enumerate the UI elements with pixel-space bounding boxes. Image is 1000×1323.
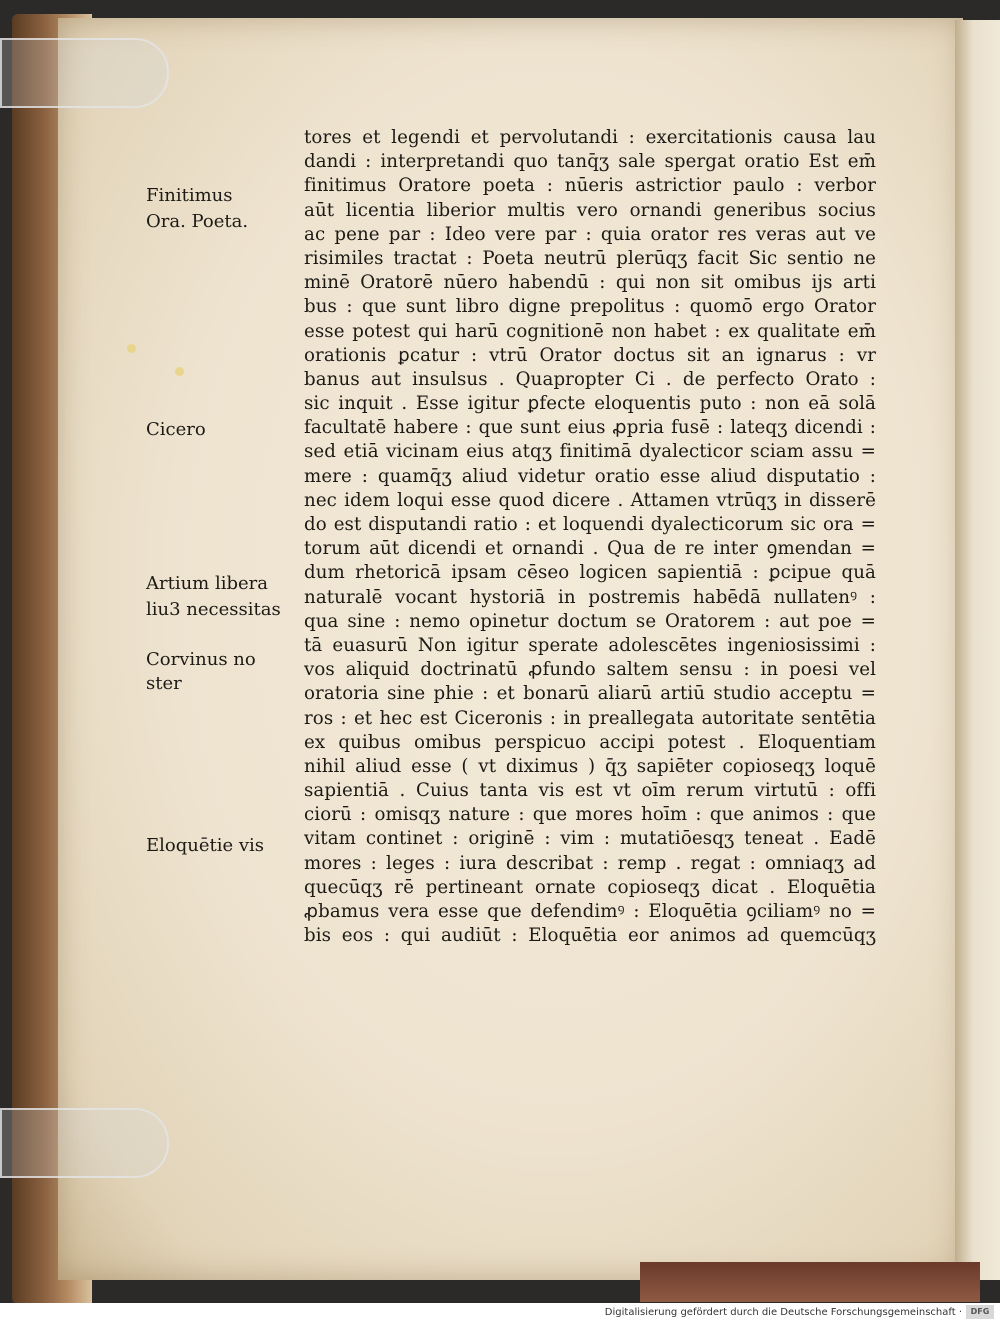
facing-page-edge xyxy=(955,20,1000,1280)
text-line: qua sine : nemo opinetur doctum se Oratorem : aut poe = xyxy=(304,610,876,632)
text-line: dandi : interpretandi quo tanq̄ʒ sale spergat oratio Est em̄ xyxy=(304,151,876,173)
text-line: naturalē vocant hystoriā in postremis habēdā nullatenꝰ : xyxy=(304,586,876,608)
text-line: finitimus Oratore poeta : nūeris astrictior paulo : verbor xyxy=(304,175,876,197)
text-line: vitam continet : originē : vim : mutatiōesqʒ teneat . Eadē xyxy=(304,828,876,850)
binding-bottom xyxy=(640,1262,980,1302)
page-clip-bottom xyxy=(0,1108,169,1178)
text-line: oratoria sine phie : et bonarū aliarū artiū studio acceptu = xyxy=(304,683,876,705)
text-line: ciorū : omisqʒ nature : que mores hoīm : que animos : que xyxy=(304,804,876,826)
paper-spot xyxy=(127,344,136,353)
text-line: mores : leges : iura describat : remp . regat : omniaqʒ ad xyxy=(304,852,876,874)
text-line: torum aūt dicendi et ornandi . Qua de re inter ꝯmendan = xyxy=(304,538,876,560)
main-text-block xyxy=(304,126,876,948)
text-line: orationis ꝑcatur : vtrū Orator doctus sit an ignarus : vr xyxy=(304,344,876,366)
text-line: esse potest qui harū cognitionē non habet : ex qualitate em̄ xyxy=(304,320,876,342)
text-line: bis eos : qui audiūt : Eloquētia eor animos ad quemcūqʒ xyxy=(304,925,876,947)
text-line: ex quibus omibus perspicuo accipi potest . Eloquentiam xyxy=(304,731,876,753)
margin-note: ster xyxy=(146,673,182,694)
text-line: quecūqʒ rē pertineant ornate copioseqʒ dicat . Eloquētia xyxy=(304,876,876,898)
text-line: facultatē habere : que sunt eius ꝓpria fusē : lateqʒ dicendi : xyxy=(304,417,876,439)
margin-note: Eloquētie vis xyxy=(146,835,265,856)
page-clip-top xyxy=(0,38,169,108)
text-line: ac pene par : Ideo vere par : quia orator res veras aut ve xyxy=(304,223,876,245)
text-line: dum rhetoricā ipsam cēseo logicen sapientiā : ꝑcipue quā xyxy=(304,562,876,584)
margin-note: Finitimus xyxy=(146,185,233,206)
text-line: risimiles tractat : Poeta neutrū plerūqʒ facit Sic sentio ne xyxy=(304,247,876,269)
text-line: banus aut insulsus . Quapropter Ci . de perfecto Orato : xyxy=(304,368,876,390)
text-line: ros : et hec est Ciceronis : in preallegata autoritate sentētia xyxy=(304,707,876,729)
text-line: ꝓbamus vera esse que defendimꝰ : Eloquētia ꝯciliamꝰ no = xyxy=(304,901,876,922)
text-line: tā euasurū Non igitur sperate adolescētes ingeniosissimi : xyxy=(304,634,876,656)
text-line: sapientiā . Cuius tanta vis est vt oīm rerum virtutū : offi xyxy=(304,780,876,802)
text-line: tores et legendi et pervolutandi : exercitationis causa lau xyxy=(304,127,876,148)
margin-note: Ora. Poeta. xyxy=(146,211,249,232)
paper-spot xyxy=(175,367,184,376)
text-line: mere : quamq̄ʒ aliud videtur oratio esse aliud disputatio : xyxy=(304,465,876,487)
text-line: sed etiā vicinam eius atqʒ finitimā dyalecticor sciam assu = xyxy=(304,441,876,463)
text-line: vos aliquid doctrinatū ꝓfundo saltem sensu : in poesi vel xyxy=(304,659,876,681)
footer-credit: Digitalisierung gefördert durch die Deutsche Forschungsgemeinschaft · xyxy=(604,1307,962,1318)
margin-note: Corvinus no xyxy=(146,649,256,670)
text-line: aūt licentia liberior multis vero ornandi generibus socius xyxy=(304,199,876,221)
text-line: do est disputandi ratio : et loquendi dyalecticorum sic ora = xyxy=(304,514,876,535)
margin-note: Artium libera xyxy=(146,573,269,594)
text-line: minē Oratorē nūero habendū : qui non sit omibus ijs arti xyxy=(304,272,876,294)
text-line: nec idem loqui esse quod dicere . Attamen vtrūqʒ in disserē xyxy=(304,489,876,511)
dfg-logo-icon: DFG xyxy=(966,1305,994,1319)
text-line: bus : que sunt libro digne prepolitus : quomō ergo Orator xyxy=(304,296,876,318)
margin-note: Cicero xyxy=(146,419,206,440)
text-line: nihil aliud esse ( vt diximus ) q̄ʒ sapiēter copioseqʒ loquē xyxy=(304,755,876,777)
text-line: sic inquit . Esse igitur ꝑfecte eloquentis puto : non eā solā xyxy=(304,393,876,415)
margin-note: liu3 necessitas xyxy=(146,599,281,620)
